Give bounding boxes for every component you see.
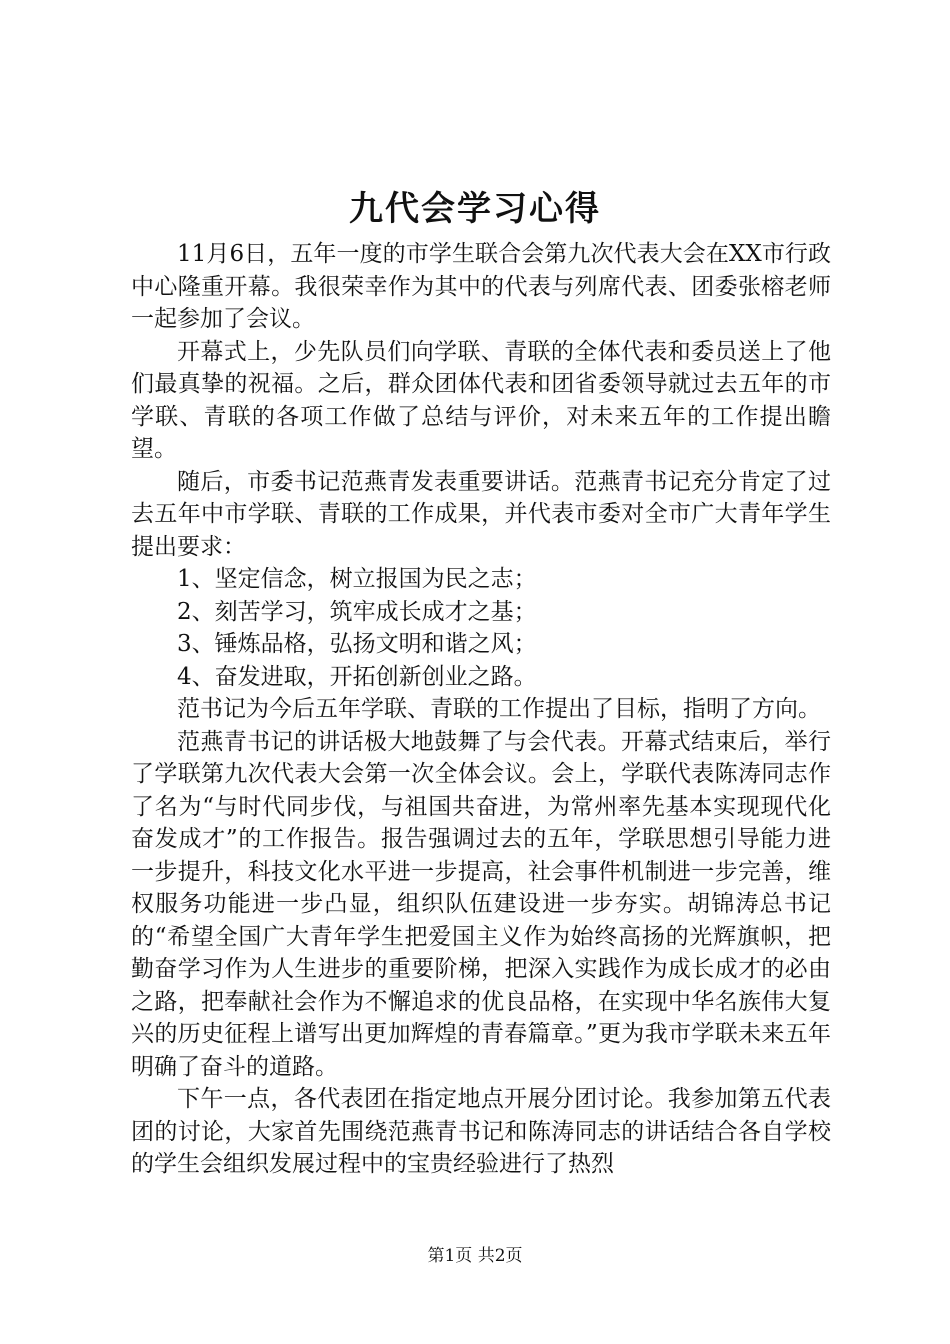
paragraph: 11月6日，五年一度的市学生联合会第九次代表大会在XX市行政中心隆重开幕。我很荣幸作为其中的代表与列席代表、团委张榕老师一起参加了会议。 [131,241,831,332]
paragraph: 范书记为今后五年学联、青联的工作提出了目标，指明了方向。 [177,696,821,722]
document-body [131,238,831,1181]
paragraph: 开幕式上，少先队员们向学联、青联的全体代表和委员送上了他们最真挚的祝福。之后，群众团体代表和团省委领导就过去五年的市学联、青联的各项工作做了总结与评价，对未来五年的工作提出瞻望。 [131,338,831,462]
paragraph: 随后，市委书记范燕青发表重要讲话。范燕青书记充分肯定了过去五年中市学联、青联的工作成果，并代表市委对全市广大青年学生提出要求： [131,468,831,560]
list-item: 2、刻苦学习，筑牢成长成才之基； [177,598,537,625]
document-title: 九代会学习心得 [349,189,601,229]
list-item: 3、锤炼品格，弘扬文明和谐之风； [177,631,537,657]
paragraph: 下午一点，各代表团在指定地点开展分团讨论。我参加第五代表团的讨论，大家首先围绕范燕青书记和陈涛同志的讲话结合各自学校的学生会组织发展过程中的宝贵经验进行了热烈 [131,1086,831,1177]
page-footer: 第1页 共2页 [427,1246,523,1266]
list-item: 4、奋发进取，开拓创新创业之路。 [177,663,537,690]
list-item: 1、坚定信念，树立报国为民之志； [177,566,537,592]
paragraph: 范燕青书记的讲话极大地鼓舞了与会代表。开幕式结束后，举行了学联第九次代表大会第一次全体会议。会上，学联代表陈涛同志作了名为“与时代同步伐，与祖国共奋进，为常州率先基本实现现代化奋发成才”的工作报告。报告强调过去的五年，学联思想引导能力进一步提升，科技文化水平进一步提高，社会事件机制进一步完善，维权服务功能进一步凸显，组织队伍建设进一步夯实。胡锦涛总书记的“希望全国广大青年学生把爱国主义作为始终高扬的光辉旗帜，把勤奋学习作为人生进步的重要阶梯，把深入实践作为成长成才的必由之路，把奉献社会作为不懈追求的优良品格，在实现中华名族伟大复兴的历史征程上谱写出更加辉煌的青春篇章。”更为我市学联未来五年明确了奋斗的道路。 [131,728,831,1080]
